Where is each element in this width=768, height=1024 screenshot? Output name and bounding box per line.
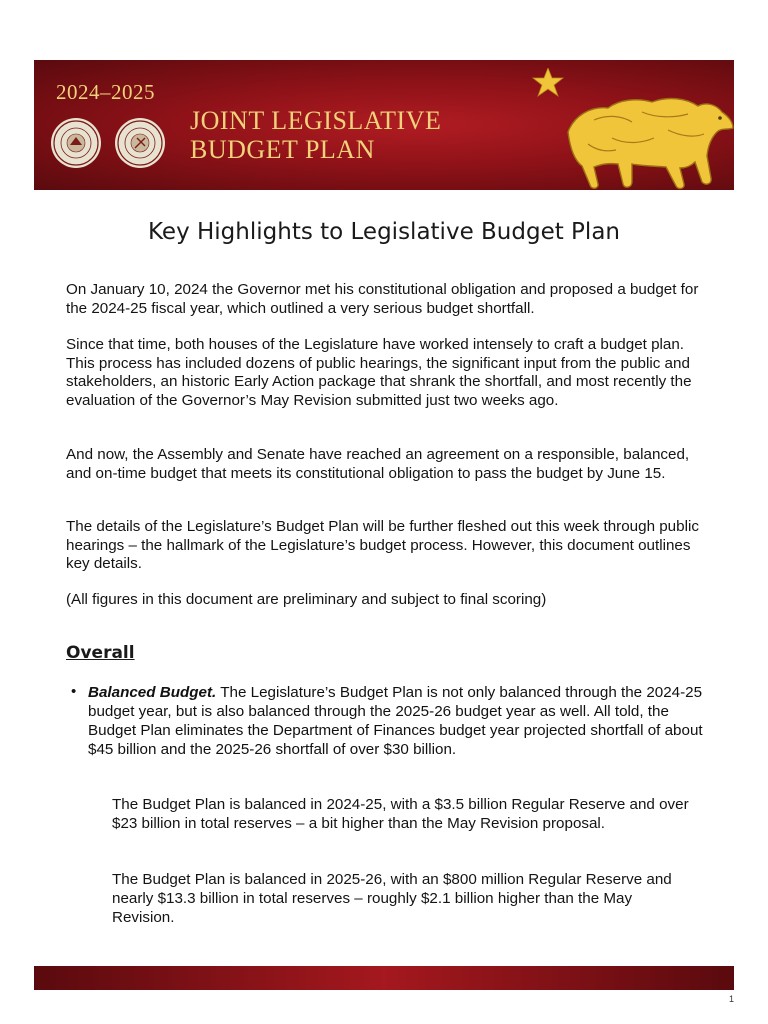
preliminary-note: (All figures in this document are preliminary and subject to final scoring) <box>66 591 547 608</box>
page-number: 1 <box>728 994 734 1004</box>
intro-paragraph-1: On January 10, 2024 the Governor met his constitutional obligation and proposed a budget for the 2024-25 fiscal year, which outlined a very serious budget shortfall. <box>66 281 699 317</box>
bullet-marker: • <box>71 683 77 700</box>
banner-title <box>190 106 441 164</box>
intro-paragraph-4: The details of the Legislature’s Budget Plan will be further fleshed out this week through public hearings – the hallmark of the Legislature’s budget process. However, this document outlines key details. <box>66 518 699 572</box>
bullet-balanced-budget <box>88 683 708 759</box>
intro-paragraph-2: Since that time, both houses of the Legislature have worked intensely to craft a budget plan. This process has included dozens of public hearings, the significant input from the public and stakeholders, an historic Early Action package that shrank the shortfall, and most recently the evaluation of the Governor’s May Revision submitted just two weeks ago. <box>66 336 692 409</box>
page-title: Key Highlights to Legislative Budget Plan <box>147 219 620 245</box>
bullet-lead: Balanced Budget. <box>88 684 217 701</box>
footer-bar <box>34 966 734 990</box>
senate-seal-icon <box>114 117 166 169</box>
sub-bullet-2: The Budget Plan is balanced in 2025-26, with an $800 million Regular Reserve and nearly $13.3 billion in total reserves – roughly $2.1 billion higher than the May Revision. <box>112 871 672 926</box>
sub-bullet-1: The Budget Plan is balanced in 2024-25, with a $3.5 billion Regular Reserve and over $23 billion in total reserves – a bit higher than the May Revision proposal. <box>112 796 689 832</box>
bullet-text: The Legislature’s Budget Plan is not only balanced through the 2024-25 budget year, but is also balanced through the 2025-26 budget year as well. All told, the Budget Plan eliminates the Department of Finances budget year projected shortfall of about $45 billion and the 2025-26 shortfall of over $30 billion. <box>88 684 703 758</box>
section-heading-overall: Overall <box>66 643 135 663</box>
banner-year: 2024–2025 <box>56 80 155 104</box>
banner-title-line2: BUDGET PLAN <box>190 135 375 164</box>
intro-paragraph-3: And now, the Assembly and Senate have reached an agreement on a responsible, balanced, and on-time budget that meets its constitutional obligation to pass the budget by June 15. <box>66 446 690 482</box>
assembly-seal-icon <box>50 117 102 169</box>
banner-title-line1: JOINT LEGISLATIVE <box>190 106 442 135</box>
bear-star-icon <box>528 68 734 190</box>
header-banner <box>34 60 734 190</box>
